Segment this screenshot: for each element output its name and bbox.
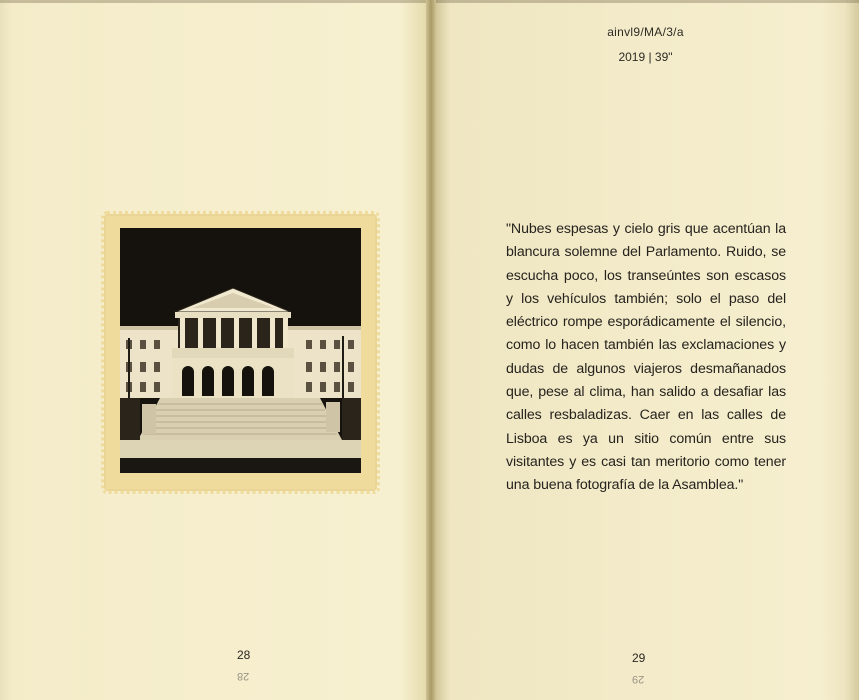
catalog-code: ainvl9/MA/3/a [607,25,684,39]
page-number-left: 28 [237,648,251,662]
year-duration: 2019 | 39" [618,50,673,64]
parliament-photo-frame [104,214,377,491]
quote-paragraph: "Nubes espesas y cielo gris que acentúan la blancura solemne del Parlamento. Ruido, se escucha poco, los transeúntes son escasos y los vehículos también; solo el paso del eléctrico rompe esporádicamente el silencio, como lo hacen también las exclamaciones y dudas de algunos viajeros desmañanados que, pese al clima, han salido a desafiar las calles resbaladizas. Caer en las calles de Lisboa es ya un sitio común entre sus visitantes y es casi tan meritorio como tener una buena fotografía de la Asamblea." [506,221,786,494]
parliament-photo [120,228,361,473]
page-number-right-mirrored: 29 [632,673,645,685]
page-number-right: 29 [632,651,646,665]
right-page [432,0,859,700]
page-number-left-mirrored: 28 [237,670,250,682]
parliament-building-image [120,228,361,473]
